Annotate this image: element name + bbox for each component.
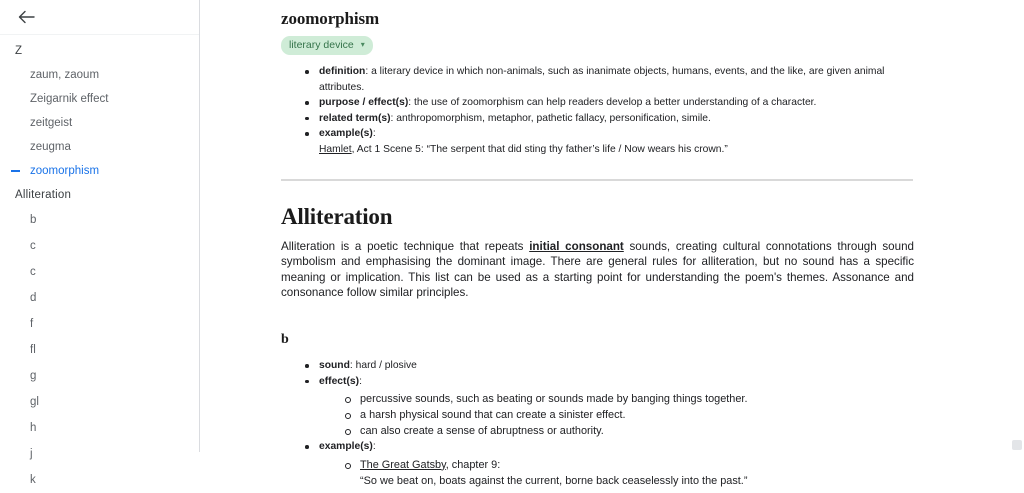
example-quote: “So we beat on, boats against the current, borne back ceaselessly into the past.”	[360, 474, 748, 487]
bullet-text: a literary device in which non-animals, such as inanimate objects, humans, events, and the like, are given animal attributes.	[319, 66, 885, 93]
bullet-term: example(s)	[319, 128, 373, 139]
list-item: percussive sounds, such as beating or sounds made by banging things together.	[345, 391, 914, 407]
minus-icon[interactable]	[9, 165, 21, 177]
sidebar-item-label: zeugma	[30, 141, 71, 153]
examples-sub-list	[319, 457, 914, 489]
list-item	[305, 111, 914, 127]
section-divider	[281, 179, 913, 181]
sidebar-item-zeitgeist[interactable]	[0, 111, 199, 135]
sidebar-item-label: k	[30, 474, 36, 486]
entry-bullet-list	[281, 64, 914, 157]
bullet-term: purpose / effect(s)	[319, 97, 409, 108]
sidebar-item-fl[interactable]	[0, 337, 199, 363]
bullet-separator: :	[408, 97, 414, 108]
paragraph-part-1: Alliteration is a poetic technique that repeats	[281, 240, 530, 253]
back-arrow-icon[interactable]	[13, 4, 39, 30]
list-item: can also create a sense of abruptness or authority.	[345, 423, 914, 439]
sidebar-item-label: d	[30, 292, 37, 304]
bullet-term: definition	[319, 66, 366, 77]
paragraph-part-2: sounds, creating cultural connotations through sound symbolism and emphasising the dominant image. There are general rules for alliteration, but no sound has a specific meaning or implication. This list can be used as a starting point for understanding the poem's themes. Assonance and consonance follow similar principles.	[281, 240, 914, 299]
document-body	[200, 0, 1024, 489]
example-source-link[interactable]: Hamlet	[319, 143, 352, 155]
sidebar-section-z: Z	[15, 45, 23, 57]
sidebar-item-zoomorphism[interactable]	[0, 159, 199, 183]
bullet-separator: :	[365, 66, 372, 77]
sidebar-item-label: j	[30, 448, 33, 460]
sidebar-header	[0, 0, 199, 35]
sidebar-item-k[interactable]	[0, 467, 199, 493]
example-text: , Act 1 Scene 5: “The serpent that did sting thy father’s life / Now wears his crown.”	[351, 143, 728, 155]
bullet-term: sound	[319, 360, 350, 372]
sidebar-item-label: zoomorphism	[30, 165, 100, 177]
example-source-suffix: , chapter 9:	[445, 458, 501, 471]
sidebar-item-b[interactable]	[0, 207, 199, 233]
sidebar-item-label: Zeigarnik effect	[30, 93, 109, 105]
status-badge[interactable]	[281, 36, 373, 55]
list-item: a harsh physical sound that can create a sinister effect.	[345, 407, 914, 423]
sidebar-item-label: b	[30, 214, 37, 226]
sidebar-item-gl[interactable]	[0, 389, 199, 415]
letter-heading-b: b	[281, 332, 289, 348]
sidebar-item-label: h	[30, 422, 37, 434]
sidebar-item-label: gl	[30, 396, 39, 408]
bullet-separator: :	[372, 441, 376, 453]
entry-example-line	[319, 142, 914, 158]
sidebar-item-c-1[interactable]	[0, 233, 199, 259]
resize-handle[interactable]	[1012, 440, 1022, 450]
sidebar-item-label: fl	[30, 344, 36, 356]
list-item	[305, 358, 914, 374]
section-heading-alliteration: Alliteration	[281, 204, 393, 229]
sidebar-item-zeugma[interactable]	[0, 135, 199, 159]
sidebar-section-alliteration: Alliteration	[15, 189, 72, 201]
list-item	[305, 439, 914, 489]
bullet-separator: :	[390, 112, 397, 124]
sidebar-item-zeigarnik-effect[interactable]	[0, 87, 199, 111]
list-item	[345, 457, 914, 489]
page-title: zoomorphism	[281, 9, 380, 28]
list-item	[305, 64, 914, 95]
sidebar-item-f[interactable]	[0, 311, 199, 337]
sidebar	[0, 0, 200, 486]
list-item	[305, 374, 914, 440]
list-item	[305, 126, 914, 157]
bullet-term: related term(s)	[319, 112, 391, 124]
sidebar-nav	[0, 35, 199, 493]
status-badge-label: literary device	[289, 39, 354, 51]
bullet-term: effect(s)	[319, 375, 360, 387]
bullet-text: anthropomorphism, metaphor, pathetic fallacy, personification, simile.	[396, 112, 711, 124]
sidebar-item-h[interactable]	[0, 415, 199, 441]
bullet-text: : hard / plosive	[349, 360, 417, 372]
sidebar-item-label: zaum, zaoum	[30, 69, 100, 81]
letter-bullet-list	[281, 358, 914, 489]
sidebar-item-zaum[interactable]	[0, 63, 199, 87]
sidebar-item-label: f	[30, 318, 34, 330]
effects-sub-list	[319, 391, 914, 439]
paragraph-highlight: initial consonant	[529, 240, 624, 253]
example-source-link[interactable]: The Great Gatsby	[360, 458, 446, 471]
sidebar-item-label: zeitgeist	[30, 117, 73, 129]
sidebar-item-g[interactable]	[0, 363, 199, 389]
sidebar-item-label: c	[30, 240, 36, 252]
list-item	[305, 95, 914, 111]
sidebar-item-c-2[interactable]	[0, 259, 199, 285]
bullet-text: the use of zoomorphism can help readers develop a better understanding of a character.	[414, 97, 817, 108]
sidebar-item-j[interactable]	[0, 441, 199, 467]
sidebar-item-label: c	[30, 266, 36, 278]
bullet-separator: :	[372, 128, 376, 139]
main-content	[200, 0, 1024, 487]
chevron-down-icon: ▾	[360, 39, 365, 49]
bullet-separator: :	[359, 375, 362, 387]
alliteration-paragraph	[281, 239, 914, 300]
bullet-term: example(s)	[319, 441, 373, 453]
sidebar-item-label: g	[30, 370, 37, 382]
sidebar-item-d[interactable]	[0, 285, 199, 311]
